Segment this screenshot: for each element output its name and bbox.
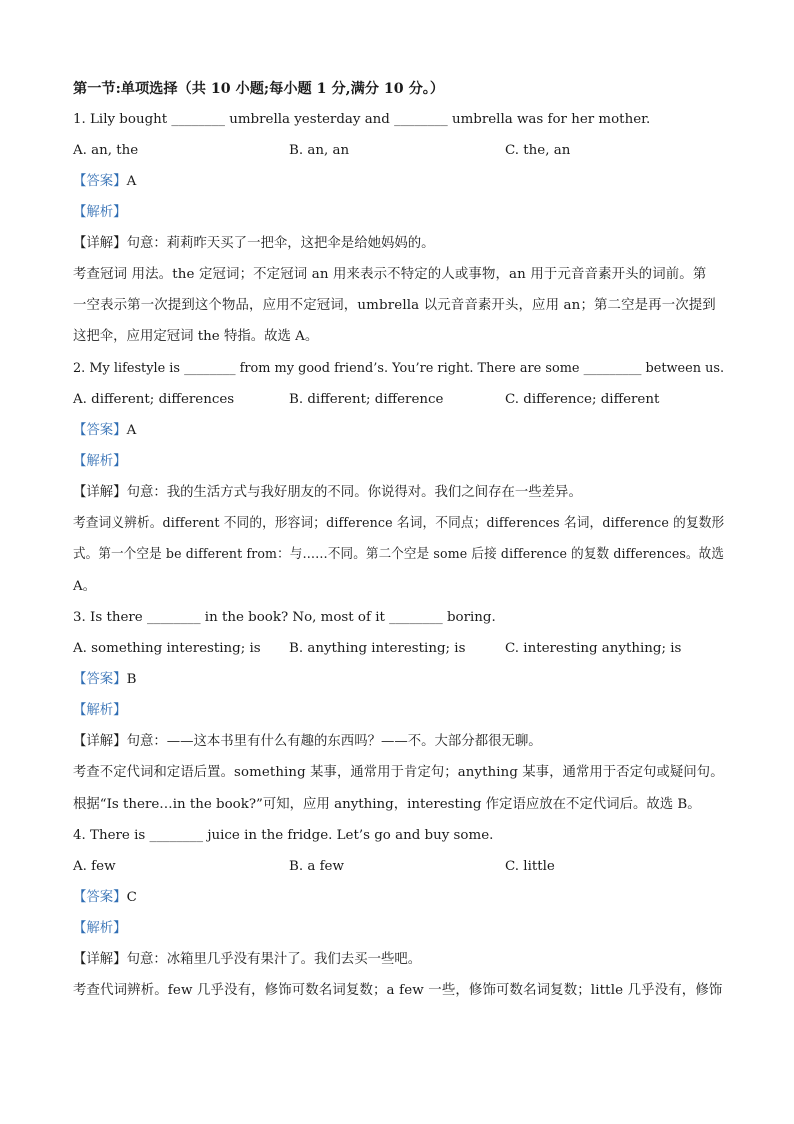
question-3-detail [73, 733, 542, 751]
answer-value: A [126, 174, 137, 189]
question-2-explanation-line-1: 考查词义辨析。different 不同的，形容词；difference 名词，不同点；differences 名词，difference 的复数形 [73, 516, 725, 531]
question-4-detail [73, 951, 421, 969]
question-3-explanation-line-2: 根据“Is there…in the book?”可知，应用 anything，interesting 作定语应放在不定代词后。故选 B。 [73, 797, 701, 812]
question-2-explanation-line-3: A。 [73, 579, 97, 594]
question-1-explanation-line-3: 这把伞，应用定冠词 the 特指。故选 A。 [73, 329, 319, 344]
answer-value: A [126, 423, 137, 438]
answer-label: 【答案】 [73, 423, 127, 438]
question-3-answer [73, 671, 136, 689]
detail-label: 【详解】 [73, 485, 127, 500]
detail-label: 【详解】 [73, 734, 127, 749]
question-2-analysis-label: 【解析】 [73, 454, 127, 469]
question-3-analysis-label: 【解析】 [73, 703, 127, 718]
answer-value: B [126, 672, 137, 687]
option-b: B. different; difference [289, 392, 444, 407]
option-b: B. a few [289, 859, 344, 874]
detail-label: 【详解】 [73, 952, 127, 967]
option-c: C. interesting anything; is [505, 641, 682, 656]
option-c: C. little [505, 859, 555, 874]
option-c: C. the, an [505, 143, 571, 158]
question-1-stem: 1. Lily bought ________ umbrella yesterday and ________ umbrella was for her mother. [73, 112, 651, 127]
question-3-explanation-line-1: 考查不定代词和定语后置。something 某事，通常用于肯定句；anything 某事，通常用于否定句或疑问句。 [73, 765, 724, 780]
answer-label: 【答案】 [73, 890, 127, 905]
detail-text: 句意：——这本书里有什么有趣的东西吗？——不。大部分都很无聊。 [126, 734, 542, 749]
answer-label: 【答案】 [73, 672, 127, 687]
detail-label: 【详解】 [73, 236, 127, 251]
question-2-answer [73, 422, 136, 440]
question-1-explanation-line-1: 考查冠词 用法。the 定冠词；不定冠词 an 用来表示不特定的人或事物，an 用于元音音素开头的词前。第 [73, 267, 707, 282]
question-1-answer [73, 173, 136, 191]
question-1-analysis-label: 【解析】 [73, 205, 127, 220]
option-a: A. something interesting; is [73, 641, 261, 656]
answer-value: C [126, 890, 137, 905]
section-header: 第一节:单项选择（共 10 小题;每小题 1 分,满分 10 分。） [73, 81, 445, 97]
option-a: A. different; differences [73, 392, 235, 407]
detail-text: 句意：我的生活方式与我好朋友的不同。你说得对。我们之间存在一些差异。 [126, 485, 582, 500]
option-a: A. few [73, 859, 116, 874]
option-b: B. anything interesting; is [289, 641, 466, 656]
question-1-detail [73, 235, 435, 253]
question-4-stem: 4. There is ________ juice in the fridge. Let’s go and buy some. [73, 828, 494, 843]
option-b: B. an, an [289, 143, 350, 158]
detail-text: 句意：莉莉昨天买了一把伞，这把伞是给她妈妈的。 [126, 236, 435, 251]
question-4-answer [73, 889, 137, 907]
question-4-analysis-label: 【解析】 [73, 921, 127, 936]
question-1-explanation-line-2: 一空表示第一次提到这个物品，应用不定冠词，umbrella 以元音音素开头，应用 an；第二空是再一次提到 [73, 298, 716, 313]
answer-label: 【答案】 [73, 174, 127, 189]
question-2-explanation-line-2: 式。第一个空是 be different from：与……不同。第二个空是 some 后接 difference 的复数 differences。故选 [73, 547, 725, 562]
option-c: C. difference; different [505, 392, 660, 407]
detail-text: 句意：冰箱里几乎没有果汁了。我们去买一些吧。 [126, 952, 422, 967]
question-4-explanation-line-1: 考查代词辨析。few 几乎没有，修饰可数名词复数；a few 一些，修饰可数名词复数；little 几乎没有，修饰 [73, 983, 723, 998]
question-2-detail [73, 484, 582, 502]
option-a: A. an, the [73, 143, 139, 158]
question-2-stem: 2. My lifestyle is ________ from my good friend’s. You’re right. There are some _________ between us. [73, 361, 725, 376]
question-3-stem: 3. Is there ________ in the book? No, most of it ________ boring. [73, 610, 496, 625]
